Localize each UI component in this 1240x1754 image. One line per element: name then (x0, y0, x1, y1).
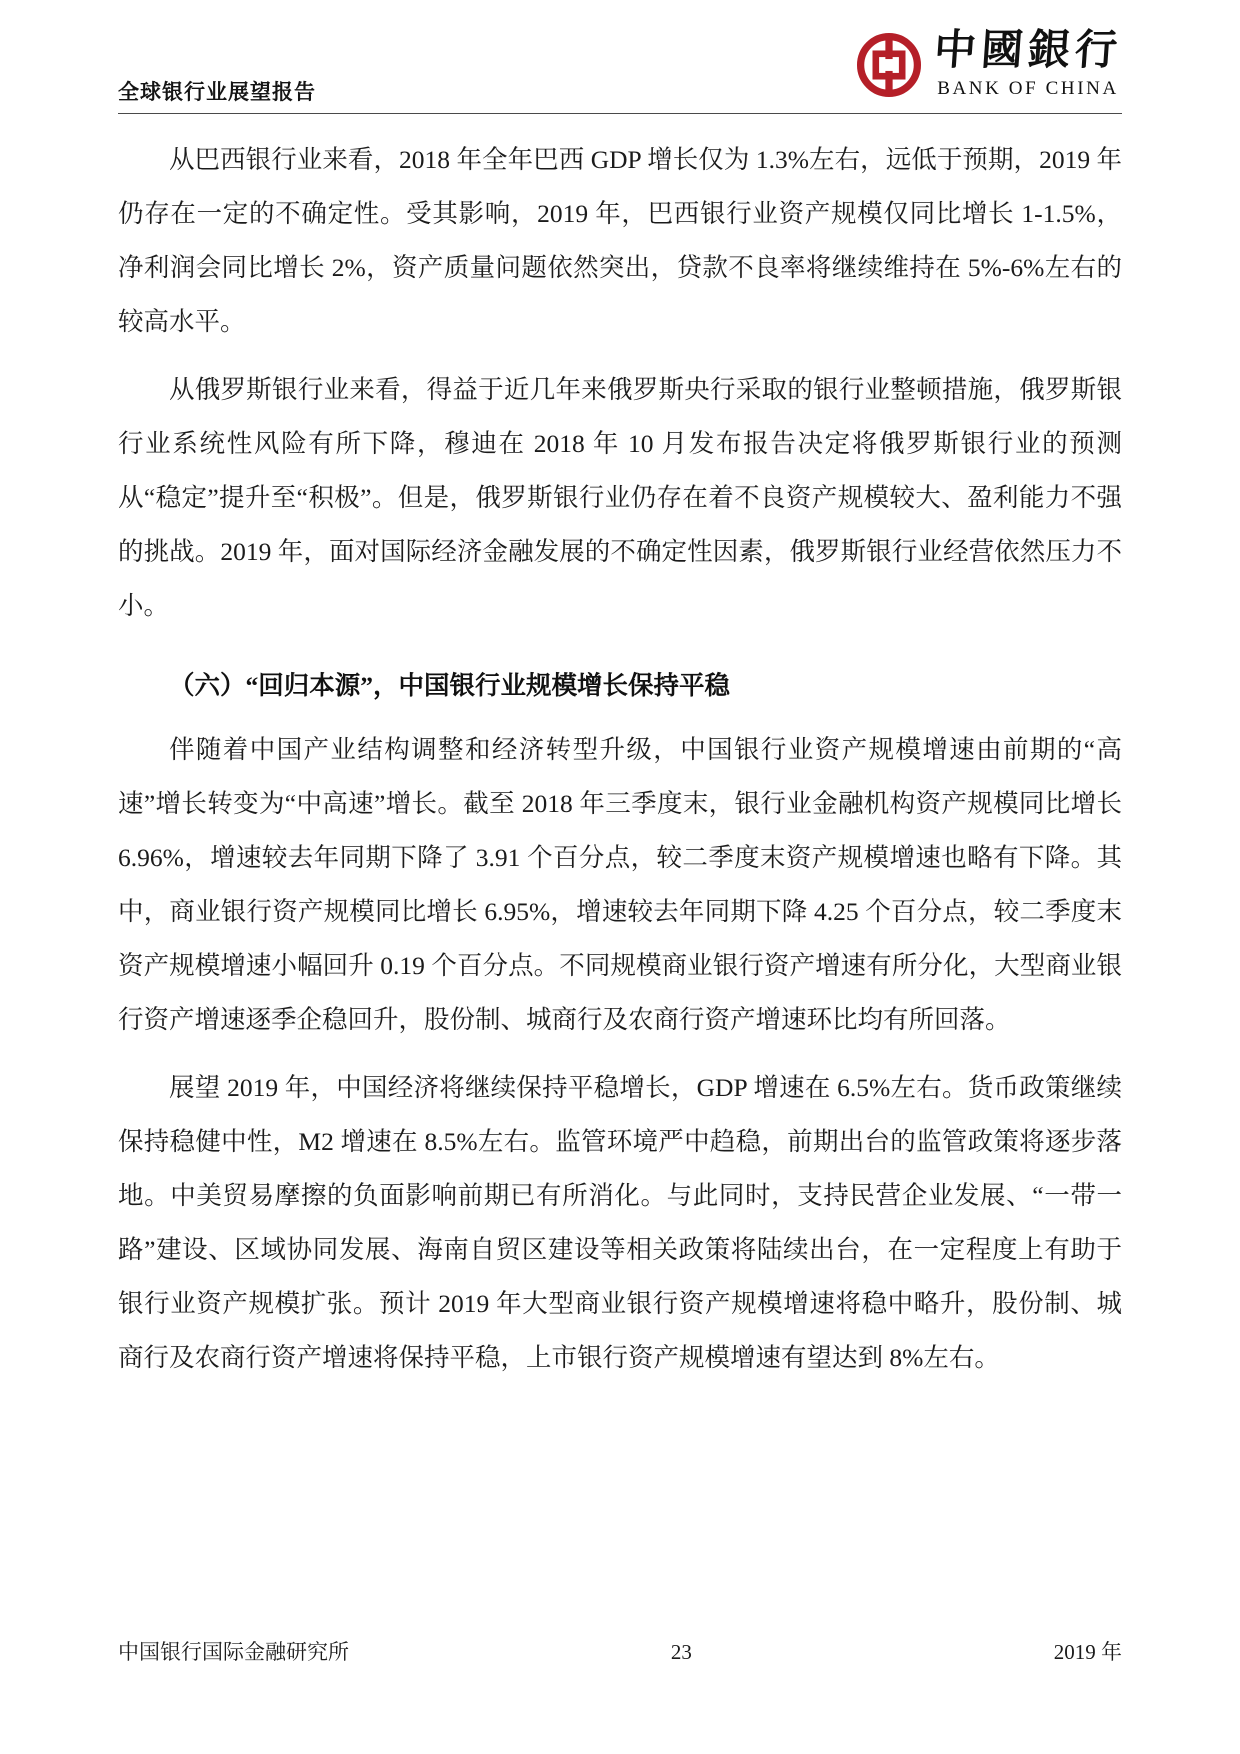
footer-institute: 中国银行国际金融研究所 (118, 1640, 349, 1664)
bank-of-china-logo (856, 28, 1122, 112)
logo-english-name: BANK OF CHINA (937, 78, 1119, 99)
paragraph-russia: 从俄罗斯银行业来看，得益于近几年来俄罗斯央行采取的银行业整顿措施，俄罗斯银行业系统性风险有所下降，穆迪在 2018 年 10 月发布报告决定将俄罗斯银行业的预测从“稳定”提升至“积极”。但是，俄罗斯银行业仍存在着不良资产规模较大、盈利能力不强的挑战。2019 年，面对国际经济金融发展的不确定性因素，俄罗斯银行业经营依然压力不小。 (118, 375, 1122, 620)
header-divider (118, 113, 1122, 114)
logo-chinese-name: 中國銀行 (932, 28, 1124, 74)
paragraph-outlook-2019: 展望 2019 年，中国经济将继续保持平稳增长，GDP 增速在 6.5%左右。货币政策继续保持稳健中性，M2 增速在 8.5%左右。监管环境严中趋稳，前期出台的监管政策将逐步落地。中美贸易摩擦的负面影响前期已有所消化。与此同时，支持民营企业发展、“一带一路”建设、区域协同发展、海南自贸区建设等相关政策将陆续出台，在一定程度上有助于银行业资产规模扩张。预计 2019 年大型商业银行资产规模增速将稳中略升，股份制、城商行及农商行资产增速将保持平稳，上市银行资产规模增速有望达到 8%左右。 (118, 1073, 1122, 1372)
footer-page-number: 23 (670, 1640, 692, 1664)
header-title: 全球银行业展望报告 (118, 80, 316, 104)
document-body (118, 133, 1122, 1385)
page-header (118, 28, 1122, 112)
section-heading-six: （六）“回归本源”，中国银行业规模增长保持平稳 (169, 671, 731, 700)
boc-emblem-icon (856, 32, 922, 98)
page-footer (118, 1636, 1122, 1666)
paragraph-china-scale: 伴随着中国产业结构调整和经济转型升级，中国银行业资产规模增速由前期的“高速”增长转变为“中高速”增长。截至 2018 年三季度末，银行业金融机构资产规模同比增长 6.96%，增速较去年同期下降了 3.91 个百分点，较二季度末资产规模增速也略有下降。其中，商业银行资产规模同比增长 6.95%，增速较去年同期下降 4.25 个百分点，较二季度末资产规模增速小幅回升 0.19 个百分点。不同规模商业银行资产增速有所分化，大型商业银行资产增速逐季企稳回升，股份制、城商行及农商行资产增速环比均有所回落。 (118, 735, 1122, 1034)
paragraph-brazil: 从巴西银行业来看，2018 年全年巴西 GDP 增长仅为 1.3%左右，远低于预期，2019 年仍存在一定的不确定性。受其影响，2019 年，巴西银行业资产规模仅同比增长 1-1.5%，净利润会同比增长 2%，资产质量问题依然突出，贷款不良率将继续维持在 5%-6%左右的较高水平。 (118, 145, 1122, 336)
logo-wordmark (934, 28, 1122, 100)
footer-year: 2019 年 (1053, 1640, 1122, 1664)
